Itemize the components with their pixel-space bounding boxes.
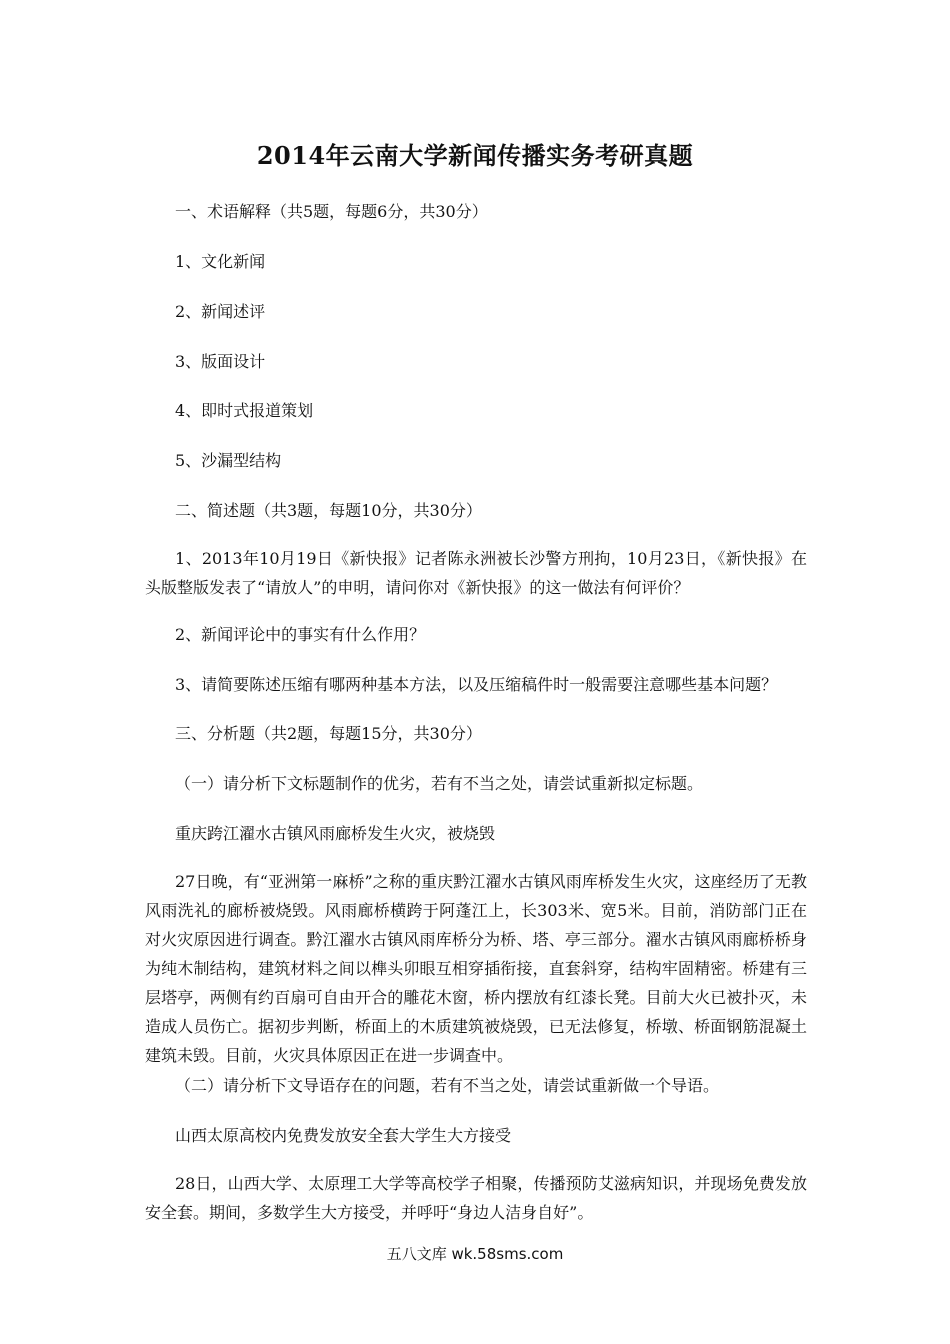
short-answer-question-1: 1、2013年10月19日《新快报》记者陈永洲被长沙警方刑拘，10月23日，《新快报》在头版整版发表了“请放人”的申明，请问你对《新快报》的这一做法有何评价？	[145, 549, 807, 597]
footer-watermark: 五八文库 wk.58sms.com	[386, 1245, 564, 1263]
short-answer-question-2: 2、新闻评论中的事实有什么作用？	[175, 625, 426, 644]
section3-heading: 三、分析题（共2题，每题15分，共30分）	[175, 724, 482, 743]
term-item-4: 4、即时式报道策划	[175, 401, 314, 420]
analysis-prompt-2: （二）请分析下文导语存在的问题，若有不当之处，请尝试重新做一个导语。	[175, 1076, 720, 1095]
news-headline-2: 山西太原高校内免费发放安全套大学生大方接受	[175, 1126, 512, 1145]
analysis-prompt-1: （一）请分析下文标题制作的优劣，若有不当之处，请尝试重新拟定标题。	[175, 774, 704, 793]
section1-heading: 一、术语解释（共5题，每题6分，共30分）	[175, 202, 488, 221]
page-title: 2014年云南大学新闻传播实务考研真题	[256, 141, 694, 170]
news-body-1: 27日晚，有“亚洲第一麻桥”之称的重庆黔江濯水古镇风雨库桥发生火灾，这座经历了无教风雨洗礼的廊桥被烧毁。风雨廊桥横跨于阿蓬江上，长303米、宽5米。目前，消防部门正在对火灾原因进行调查。黔江濯水古镇风雨库桥分为桥、塔、亭三部分。濯水古镇风雨廊桥桥身为纯木制结构，建筑材料之间以榫头卯眼互相穿插衔接，直套斜穿，结构牢固精密。桥建有三层塔亭，两侧有约百扇可自由开合的雕花木窗，桥内摆放有红漆长凳。目前大火已被扑灭，未造成人员伤亡。据初步判断，桥面上的木质建筑被烧毁，已无法修复，桥墩、桥面钢筋混凝土建筑未毁。目前，火灾具体原因正在进一步调查中。	[145, 872, 807, 1065]
term-item-1: 1、文化新闻	[175, 252, 266, 271]
news-body-2: 28日，山西大学、太原理工大学等高校学子相聚，传播预防艾滋病知识，并现场免费发放安全套。期间，多数学生大方接受，并呼吁“身边人洁身自好”。	[145, 1174, 807, 1222]
news-headline-1: 重庆跨江濯水古镇风雨廊桥发生火灾，被烧毁	[175, 824, 496, 843]
section2-heading: 二、简述题（共3题，每题10分，共30分）	[175, 501, 482, 520]
term-item-3: 3、版面设计	[175, 352, 266, 371]
short-answer-question-3: 3、请简要陈述压缩有哪两种基本方法，以及压缩稿件时一般需要注意哪些基本问题？	[175, 675, 778, 694]
term-item-5: 5、沙漏型结构	[175, 451, 282, 470]
term-item-2: 2、新闻述评	[175, 302, 266, 321]
